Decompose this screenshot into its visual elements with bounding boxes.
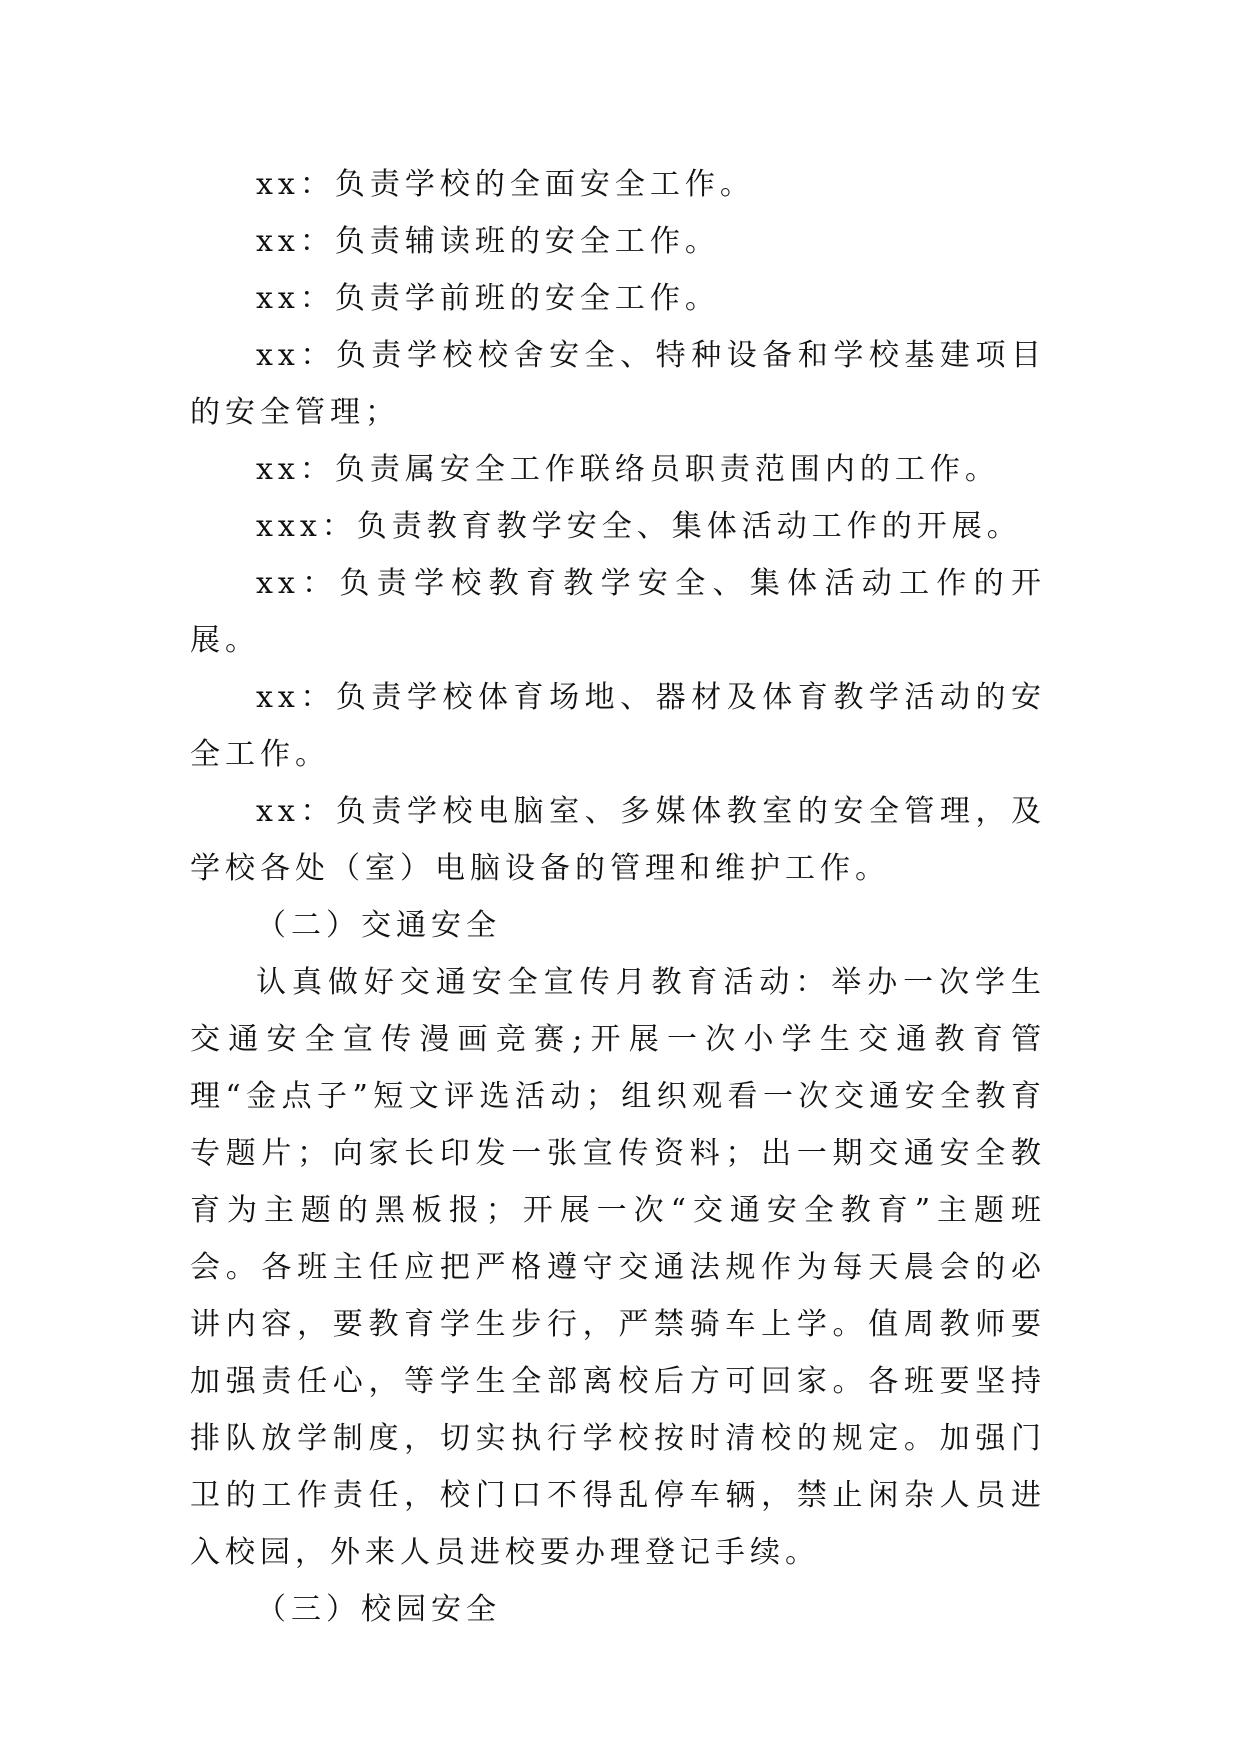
duty-paragraph-6: xxx：负责教育教学安全、集体活动工作的开展。 xyxy=(256,509,1022,544)
duty-paragraph-3: xx：负责学前班的安全工作。 xyxy=(256,281,720,316)
duty-paragraph-5: xx：负责属安全工作联络员职责范围内的工作。 xyxy=(256,452,1000,487)
duty-paragraph-9: xx：负责学校电脑室、多媒体教室的安全管理，及学校各处（室）电脑设备的管理和维护工作。 xyxy=(190,794,1046,886)
document-body xyxy=(190,156,1046,1638)
duty-paragraph-7: xx：负责学校教育教学安全、集体活动工作的开展。 xyxy=(190,566,1046,658)
duty-paragraph-4: xx：负责学校校舍安全、特种设备和学校基建项目的安全管理； xyxy=(190,338,1046,430)
section-heading-traffic-safety: （二）交通安全 xyxy=(256,908,501,943)
duty-paragraph-1: xx：负责学校的全面安全工作。 xyxy=(256,167,755,202)
duty-paragraph-2: xx：负责辅读班的安全工作。 xyxy=(256,224,720,259)
duty-paragraph-8: xx：负责学校体育场地、器材及体育教学活动的安全工作。 xyxy=(190,680,1046,772)
section-heading-campus-safety: （三）校园安全 xyxy=(256,1592,501,1627)
traffic-safety-paragraph: 认真做好交通安全宣传月教育活动：举办一次学生交通安全宣传漫画竞赛;开展一次小学生交通教育管理“金点子”短文评选活动；组织观看一次交通安全教育专题片；向家长印发一张宣传资料；出一期交通安全教育为主题的黑板报；开展一次“交通安全教育”主题班会。各班主任应把严格遵守交通法规作为每天晨会的必讲内容，要教育学生步行，严禁骑车上学。值周教师要加强责任心，等学生全部离校后方可回家。各班要坚持排队放学制度，切实执行学校按时清校的规定。加强门卫的工作责任，校门口不得乱停车辆，禁止闲杂人员进入校园，外来人员进校要办理登记手续。 xyxy=(190,965,1046,1570)
